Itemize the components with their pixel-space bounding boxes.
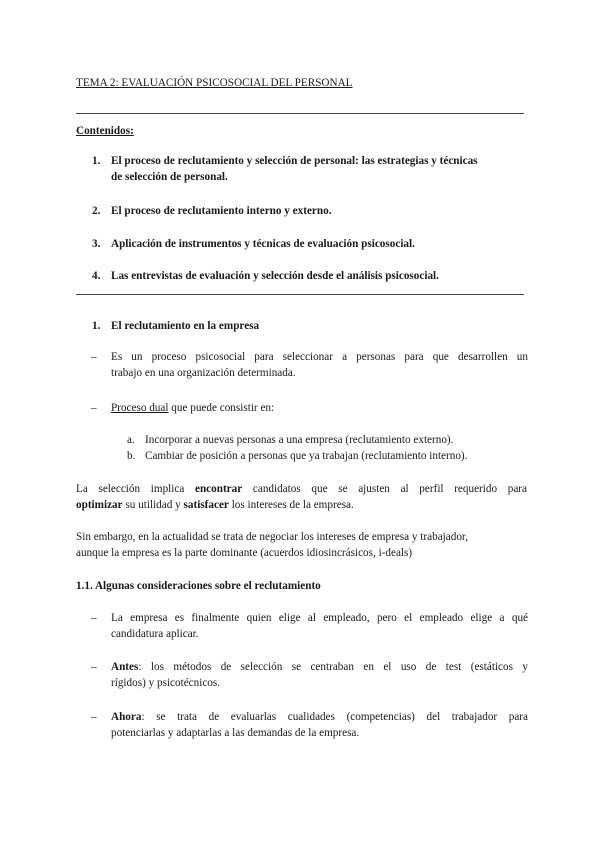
bullet-recruitment-process: Es un proceso psicosocial para seleccionar a personas para que desarrollen un trabajo en una organización determinada. [111,351,528,379]
sub-item-b: Cambiar de posición a personas que ya trabajan (reclutamiento interno). [145,450,468,462]
divider [76,113,524,114]
dash-bullet: – [91,351,97,363]
contents-heading: Contenidos: [76,125,134,137]
contents-item-3: Aplicación de instrumentos y técnicas de evaluación psicosocial. [111,238,415,250]
dash-bullet: – [91,612,97,624]
contents-number: 1. [92,155,101,167]
dash-bullet: – [91,661,97,673]
bullet-company-chooses: La empresa es finalmente quien elige al empleado, pero el empleado elige a qué candidatura aplicar. [111,612,528,640]
document-title: TEMA 2: EVALUACIÓN PSICOSOCIAL DEL PERSONAL [76,77,353,89]
contents-item-2: El proceso de reclutamiento interno y externo. [111,205,332,217]
sub-item-a: Incorporar a nuevas personas a una empresa (reclutamiento externo). [145,434,454,446]
contents-item-4: Las entrevistas de evaluación y selección desde el análisis psicosocial. [111,270,439,282]
divider [76,294,524,295]
subsection-heading: 1.1. Algunas consideraciones sobre el reclutamiento [76,580,321,592]
bullet-dual-process: Proceso dual que puede consistir en: [111,402,275,414]
contents-number: 4. [92,270,101,282]
paragraph-negotiation: Sin embargo, en la actualidad se trata de negociar los intereses de empresa y trabajador, aunque la empresa es la parte dominante (acuerdos idiosincrásicos, i-deals) [76,531,468,559]
bullet-before: Antes: los métodos de selección se centraban en el uso de test (estáticos y rígidos) y psicotécnicos. [111,661,528,689]
bullet-now: Ahora: se trata de evaluarlas cualidades (competencias) del trabajador para potenciarlas y adaptarlas a las demandas de la empresa. [111,711,528,739]
list-marker: a. [127,434,135,446]
contents-number: 2. [92,205,101,217]
paragraph-selection: La selección implica encontrar candidatos que se ajusten al perfil requerido para optimizar su utilidad y satisfacer los intereses de la empresa. [76,483,527,511]
contents-item-1: El proceso de reclutamiento y selección de personal: las estrategias y técnicas de selección de personal. [111,155,478,183]
contents-number: 3. [92,238,101,250]
section-heading: El reclutamiento en la empresa [111,320,260,332]
list-marker: b. [127,450,136,462]
section-number: 1. [92,320,101,332]
dash-bullet: – [91,711,97,723]
dash-bullet: – [91,402,97,414]
